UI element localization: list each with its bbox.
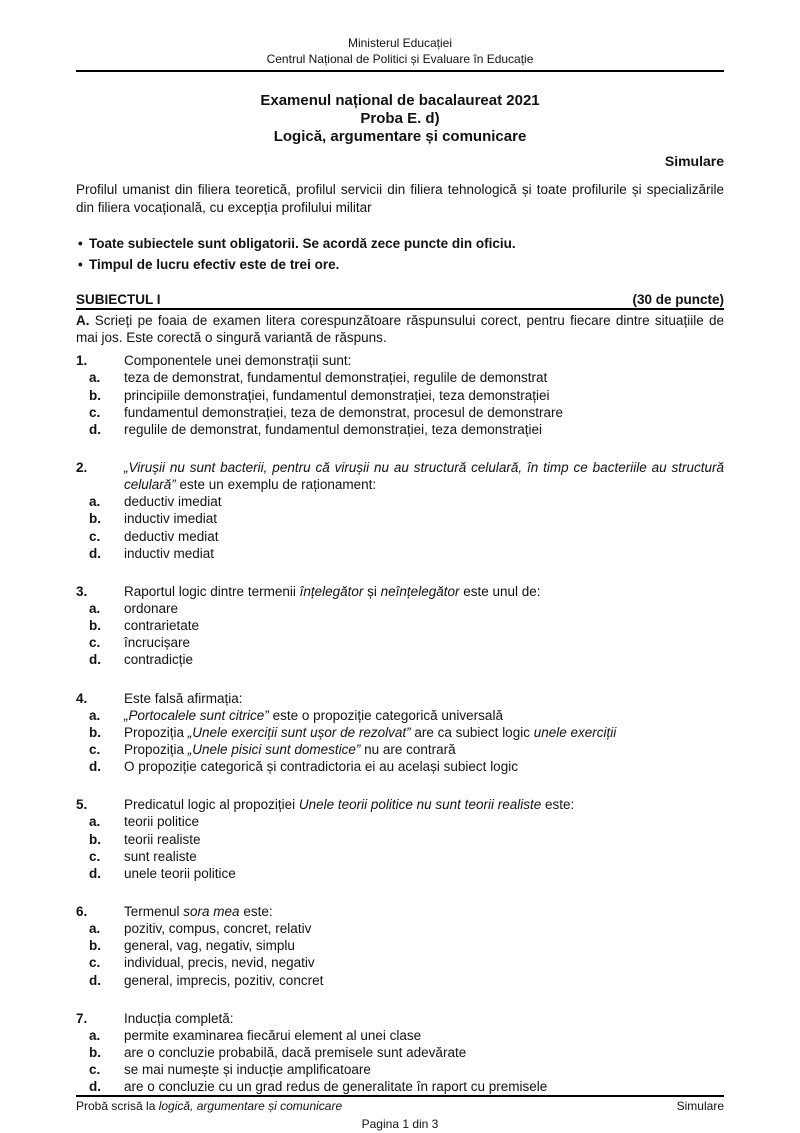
option-text: se mai numește și inducție amplificatoare [124,1062,371,1078]
option-text: principiile demonstrației, fundamentul demonstrației, teza demonstrației [124,387,550,403]
subject-points: (30 de puncte) [632,291,724,307]
option-text: are o concluzie cu un grad redus de generalitate în raport cu premisele [124,1079,548,1095]
footer-rule-row [76,1095,724,1115]
question-7 [76,1010,724,1096]
notice-text: Timpul de lucru efectiv este de trei ore. [89,256,340,272]
option-text: general, imprecis, pozitiv, concret [124,972,324,988]
option-d [76,421,724,438]
notice-item [76,255,724,276]
question-6 [76,903,724,989]
option-d [76,865,724,882]
question-5 [76,796,724,882]
ministry-header [76,36,724,72]
option-text: teorii realiste [124,831,201,847]
option-letter: c. [89,955,101,971]
option-a [76,369,724,386]
question-number: 2. [76,459,88,475]
option-letter: b. [89,511,101,527]
option-b [76,937,724,954]
option-text: deductiv imediat [124,494,222,510]
profile-paragraph: Profilul umanist din filiera teoretică, profilul servicii din filiera tehnologică și toate profilurile și specializările din filiera vocațională, cu excepția profilului militar [76,182,724,215]
option-text: încrucișare [124,635,191,651]
option-letter: c. [89,528,101,544]
option-a [76,707,724,724]
option-b [76,831,724,848]
option-b [76,387,724,404]
option-letter: a. [89,1027,101,1043]
question-2 [76,459,724,562]
option-a [76,600,724,617]
option-text: teorii politice [124,814,200,830]
option-letter: a. [89,600,101,616]
question-stem: Raportul logic dintre termenii înțelegător și neînțelegător este unul de: [124,583,541,599]
option-letter: d. [89,759,101,775]
notice-list [76,234,724,276]
option-letter: b. [89,387,101,403]
option-text: „Portocalele sunt citrice” este o propoziție categorică universală [124,707,503,723]
option-text: pozitiv, compus, concret, relativ [124,921,312,937]
question-stem: Inducția completă: [124,1010,234,1026]
question-1 [76,352,724,438]
option-letter: b. [89,831,101,847]
option-text: Propoziția „Unele exerciții sunt ușor de rezolvat” are ca subiect logic unele exerciții [124,724,617,740]
question-4 [76,690,724,776]
option-letter: d. [89,545,101,561]
exam-title: Examenul național de bacalaureat 2021 [260,92,540,110]
option-a [76,1027,724,1044]
option-text: O propoziție categorică și contradictoria ei au același subiect logic [124,759,518,775]
option-text: fundamentul demonstrației, teza de demonstrat, procesul de demonstrare [124,404,563,420]
question-list [76,347,724,1095]
option-letter: a. [89,707,101,723]
option-text: inductiv imediat [124,511,218,527]
option-letter: b. [89,724,101,740]
exam-title-block [76,92,724,146]
question-number: 7. [76,1010,88,1026]
notice-text: Toate subiectele sunt obligatorii. Se acordă zece puncte din oficiu. [89,235,516,251]
option-letter: b. [89,618,101,634]
bullet-icon: • [78,235,83,251]
question-number: 6. [76,903,88,919]
exam-proba: Proba E. d) [360,110,440,128]
instruction-a: A. Scrieți pe foaia de examen litera corespunzătoare răspunsului corect, pentru fiecare dintre situațiile de mai jos. Este corectă o singură variantă de răspuns. [76,312,724,346]
option-letter: c. [89,848,101,864]
center-name: Centrul Național de Politici și Evaluare în Educație [266,51,534,66]
option-letter: d. [89,652,101,668]
footer-variant: Simulare [676,1099,724,1114]
option-c [76,954,724,971]
option-text: unele teorii politice [124,865,236,881]
option-c [76,528,724,545]
option-letter: d. [89,421,101,437]
option-c [76,741,724,758]
option-c [76,404,724,421]
option-text: Propoziția „Unele pisici sunt domestice” nu are contrară [124,741,456,757]
option-letter: d. [89,972,101,988]
option-c [76,634,724,651]
option-text: individual, precis, nevid, negativ [124,955,315,971]
footer-exam-name: Probă scrisă la logică, argumentare și comunicare [76,1099,343,1114]
subject-title: SUBIECTUL I [76,291,161,307]
question-stem: „Virușii nu sunt bacterii, pentru că virușii nu au structură celulară, în timp ce bacteriile au structură celulară” este un exemplu de raționament: [124,459,724,493]
option-letter: a. [89,814,101,830]
ministry-name: Ministerul Educației [347,36,453,50]
question-number: 4. [76,690,88,706]
option-letter: c. [89,635,101,651]
notice-item [76,234,724,255]
option-d [76,972,724,989]
option-b [76,617,724,634]
option-letter: c. [89,404,101,420]
option-d [76,1078,724,1095]
option-d [76,651,724,668]
option-letter: d. [89,865,101,881]
bullet-icon: • [78,256,83,272]
option-text: contradicție [124,652,194,668]
option-text: are o concluzie probabilă, dacă premisele sunt adevărate [124,1044,467,1060]
question-3 [76,583,724,669]
question-number: 1. [76,353,88,369]
option-d [76,545,724,562]
option-letter: d. [89,1079,101,1095]
option-letter: a. [89,921,101,937]
question-number: 5. [76,797,88,813]
option-b [76,1044,724,1061]
question-stem: Este falsă afirmația: [124,690,243,706]
option-text: permite examinarea fiecărui element al unei clase [124,1027,422,1043]
question-stem: Predicatul logic al propoziției Unele teorii politice nu sunt teorii realiste este: [124,797,575,813]
question-stem: Termenul sora mea este: [124,903,273,919]
option-letter: a. [89,370,101,386]
exam-subject-name: Logică, argumentare și comunicare [273,128,527,146]
option-text: deductiv mediat [124,528,219,544]
option-text: ordonare [124,600,179,616]
option-a [76,493,724,510]
page-footer [76,1095,724,1132]
page-number: Pagina 1 din 3 [361,1116,439,1131]
option-a [76,813,724,830]
option-text: general, vag, negativ, simplu [124,938,295,954]
question-number: 3. [76,583,88,599]
option-d [76,758,724,775]
option-c [76,848,724,865]
option-b [76,510,724,527]
option-c [76,1061,724,1078]
option-letter: b. [89,938,101,954]
option-letter: a. [89,494,101,510]
option-letter: b. [89,1044,101,1060]
option-letter: c. [89,741,101,757]
subject-heading [76,292,724,310]
option-text: contrarietate [124,618,200,634]
question-stem: Componentele unei demonstrații sunt: [124,353,352,369]
option-text: inductiv mediat [124,545,215,561]
option-letter: c. [89,1062,101,1078]
option-b [76,724,724,741]
option-text: sunt realiste [124,848,197,864]
option-text: teza de demonstrat, fundamentul demonstrației, regulile de demonstrat [124,370,548,386]
option-a [76,920,724,937]
variant-label: Simulare [664,153,724,170]
option-text: regulile de demonstrat, fundamentul demonstrației, teza demonstrației [124,421,542,437]
